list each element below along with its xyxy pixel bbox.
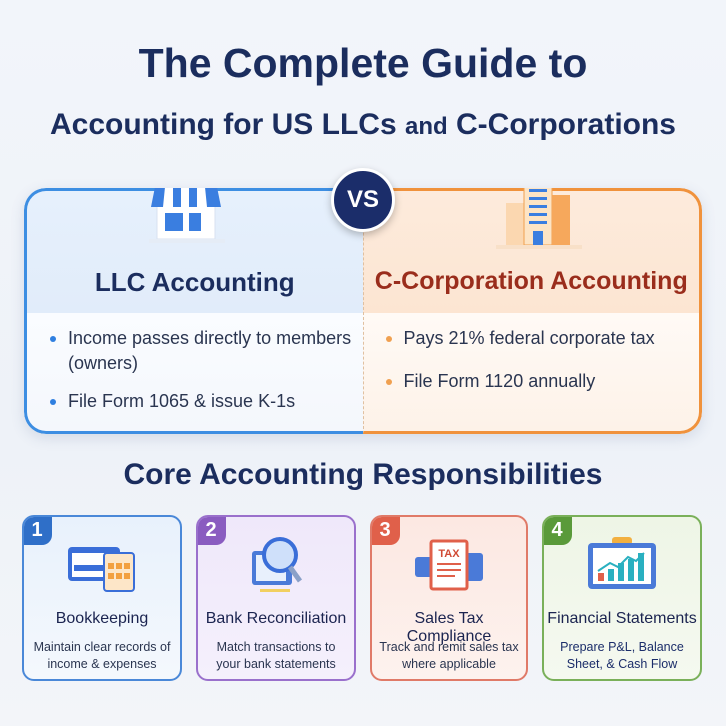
card-desc: Maintain clear records of income & expenses: [33, 640, 171, 671]
tax-form-icon: [409, 533, 489, 597]
growth-chart-icon: [582, 533, 662, 597]
llc-heading: LLC Accounting: [94, 267, 295, 297]
title-and: and: [404, 113, 448, 140]
tax-icon-text: TAX: [438, 548, 460, 560]
title-line-2: [0, 108, 726, 142]
title-line-1: The Complete Guide to: [138, 40, 588, 86]
card-sales-tax: [370, 515, 528, 681]
office-building-icon: [494, 188, 584, 253]
core-heading: Core Accounting Responsibilities: [123, 458, 603, 491]
llc-bullet: Income passes directly to members (owners): [50, 326, 363, 376]
magnifier-document-icon: [236, 533, 316, 597]
card-bank-reconciliation: [196, 515, 356, 681]
card-desc: Track and remit sales tax where applicable: [379, 640, 519, 671]
card-title: Financial Statements: [547, 610, 697, 627]
ccorp-bullet: Pays 21% federal corporate tax: [386, 326, 655, 351]
title-end: C-Corporations: [456, 108, 676, 141]
ccorp-heading: C-Corporation Accounting: [374, 267, 688, 295]
card-financial-statements: [542, 515, 702, 681]
title-main: Accounting for US LLCs: [49, 108, 397, 141]
card-number: 4: [542, 515, 572, 545]
storefront-icon: [147, 188, 227, 247]
card-title: Bookkeeping: [55, 610, 149, 627]
ccorp-bullet: File Form 1120 annually: [386, 369, 596, 394]
ccorp-panel: [363, 188, 703, 434]
card-title: Bank Reconciliation: [205, 610, 347, 627]
llc-bullet: File Form 1065 & issue K-1s: [50, 389, 295, 414]
card-number: 3: [370, 515, 400, 545]
card-number: 2: [196, 515, 226, 545]
llc-panel: [24, 188, 363, 434]
card-bookkeeping: [22, 515, 182, 681]
card-number: 1: [22, 515, 52, 545]
card-title: Sales Tax Compliance: [406, 610, 492, 645]
vs-badge: VS: [331, 168, 395, 232]
ledger-calculator-icon: [62, 533, 142, 597]
card-desc: Match transactions to your bank statements: [216, 640, 336, 671]
card-desc: Prepare P&L, Balance Sheet, & Cash Flow: [560, 640, 684, 671]
